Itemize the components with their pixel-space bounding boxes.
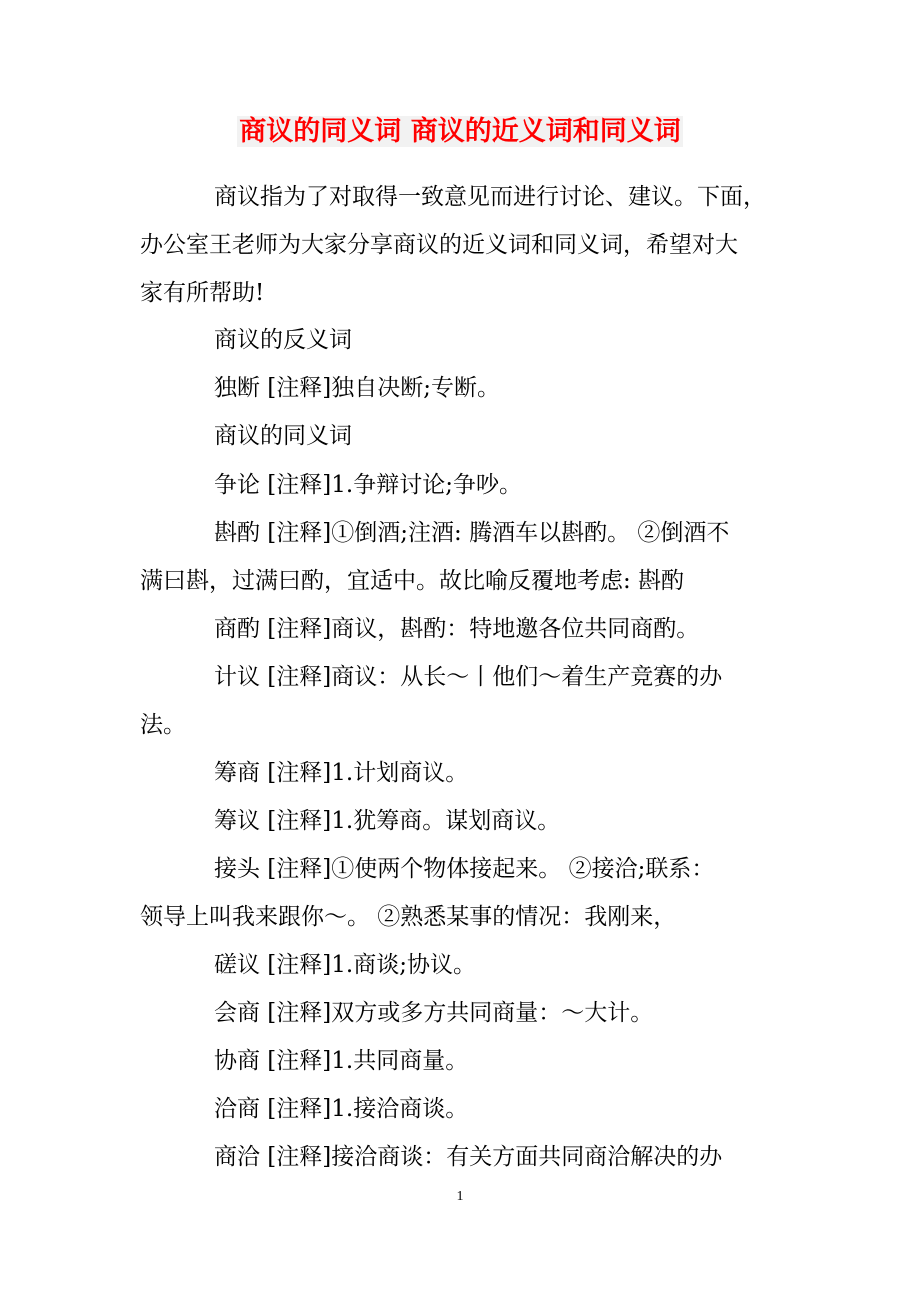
intro-line-1: 商议指为了对取得一致意见而进行讨论、建议。下面， [214,184,766,210]
intro-line-3: 家有所帮助! [140,280,265,306]
synonym-heading: 商议的同义词 [214,423,352,449]
entry-shangqia: 商洽 [注释]接洽商谈：有关方面共同商洽解决的办 [214,1144,723,1170]
intro-line-2: 办公室王老师为大家分享商议的近义词和同义词，希望对大 [140,232,738,258]
entry-qiashang: 洽商 [注释]1.接洽商谈。 [214,1096,469,1122]
entry-shangzhuo: 商酌 [注释]商议，斟酌：特地邀各位共同商酌。 [214,616,700,642]
entry-jiyi-line-1: 计议 [注释]商议：从长～丨他们～着生产竞赛的办 [214,664,723,690]
entry-xieshang: 协商 [注释]1.共同商量。 [214,1048,469,1074]
entry-zhenglun: 争论 [注释]1.争辩讨论;争吵。 [214,472,522,498]
entry-zhenzhuo-line-1: 斟酌 [注释]①倒酒;注酒: 腾酒车以斟酌。 ②倒酒不 [214,520,730,546]
entry-chouyi: 筹议 [注释]1.犹筹商。谋划商议。 [214,808,561,834]
document-title [0,112,920,152]
entry-choushang: 筹商 [注释]1.计划商议。 [214,760,469,786]
antonym-heading: 商议的反义词 [214,327,352,353]
entry-jiyi-line-2: 法。 [140,712,186,738]
entry-jietou-line-1: 接头 [注释]①使两个物体接起来。 ②接洽;联系： [214,856,715,882]
entry-zhenzhuo-line-2: 满曰斟，过满曰酌，宜适中。故比喻反覆地考虑: 斟酌 [140,568,685,594]
antonym-entry: 独断 [注释]独自决断;专断。 [214,375,501,401]
entry-jietou-line-2: 领导上叫我来跟你～。 ②熟悉某事的情况：我刚来， [140,904,677,930]
entry-cuoyi: 磋议 [注释]1.商谈;协议。 [214,952,476,978]
document-title-text: 商议的同义词 商议的近义词和同义词 [239,116,681,147]
entry-huishang: 会商 [注释]双方或多方共同商量：～大计。 [214,1000,654,1026]
page-number: 1 [456,1189,464,1204]
